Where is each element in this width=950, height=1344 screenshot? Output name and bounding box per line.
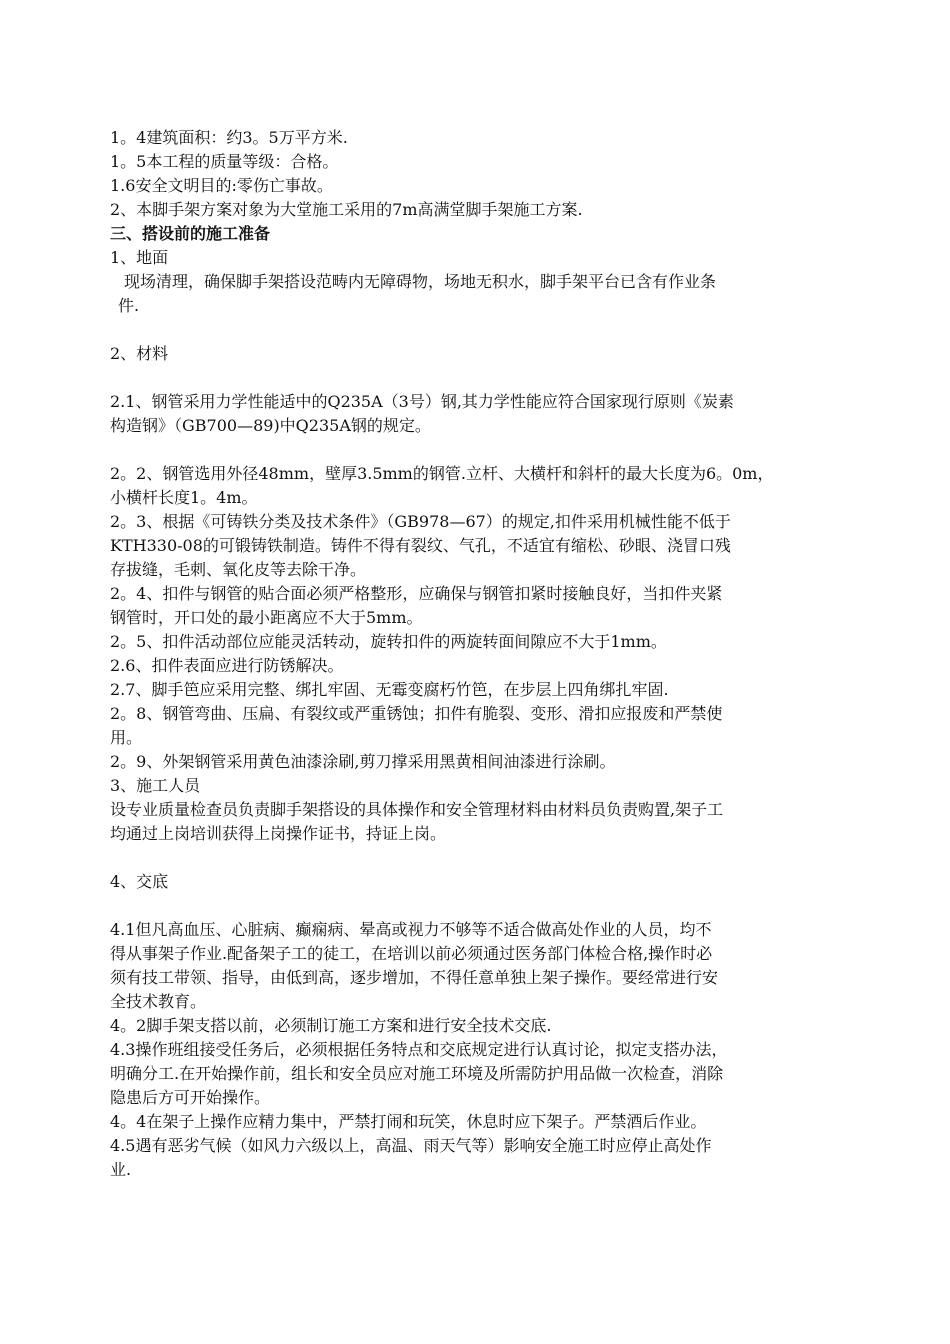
text-line: 2。8、钢管弯曲、压扁、有裂纹或严重锈蚀；扣件有脆裂、变形、滑扣应报废和严禁使	[110, 704, 723, 723]
text-line: 1。5本工程的质量等级：合格。	[110, 152, 339, 171]
text-line: 1.6安全文明目的:零伤亡事故。	[110, 176, 333, 195]
section-heading: 三、搭设前的施工准备	[110, 224, 271, 243]
subsection-heading: 3、施工人员	[110, 776, 201, 795]
text-line: 件.	[118, 296, 140, 315]
text-line: 4。4在架子上操作应精力集中，严禁打闹和玩笑，休息时应下架子。严禁酒后作业。	[110, 1112, 707, 1131]
text-line: 4.5遇有恶劣气候（如风力六级以上，高温、雨天气等）影响安全施工时应停止高处作	[110, 1136, 712, 1155]
text-line: 4.1但凡高血压、心脏病、癫痫病、晕高或视力不够等不适合做高处作业的人员，均不	[110, 920, 712, 939]
text-line: 用。	[110, 728, 143, 747]
text-line: 明确分工.在开始操作前，组长和安全员应对施工环境及所需防护用品做一次检查，消除	[110, 1064, 724, 1083]
text-line: 2。3、根据《可铸铁分类及技术条件》（GB978—67）的规定,扣件采用机械性能不低于	[110, 512, 731, 531]
text-line: 现场清理，确保脚手架搭设范畴内无障碍物，场地无积水，脚手架平台已含有作业条	[124, 272, 717, 291]
text-line: 2。9、外架钢管采用黄色油漆涂刷,剪刀撑采用黑黄相间油漆进行涂刷。	[110, 752, 616, 771]
subsection-heading: 4、交底	[110, 872, 169, 891]
text-line: 须有技工带领、指导，由低到高，逐步增加，不得任意单独上架子操作。要经常进行安	[110, 968, 719, 987]
text-line: 2.6、扣件表面应进行防锈解决。	[110, 656, 344, 675]
text-line: 隐患后方可开始操作。	[110, 1088, 271, 1107]
text-line: 2。2、钢管选用外径48mm，壁厚3.5mm的钢管.立杆、大横杆和斜杆的最大长度为6。0m，	[110, 464, 774, 483]
text-line: 2.7、脚手笆应采用完整、绑扎牢固、无霉变腐朽竹笆，在步层上四角绑扎牢固.	[110, 680, 669, 699]
spacer	[110, 894, 854, 918]
text-line: 存拔缝，毛刺、氧化皮等去除干净。	[110, 560, 367, 579]
subsection-heading: 2、材料	[110, 344, 169, 363]
text-line: 2。4、扣件与钢管的贴合面必须严格整形，应确保与钢管扣紧时接触良好，当扣件夹紧	[110, 584, 723, 603]
text-line: 全技术教育。	[110, 992, 207, 1011]
text-line: 2。5、扣件活动部位应能灵活转动，旋转扣件的两旋转面间隙应不大于1mm。	[110, 632, 667, 651]
spacer	[110, 366, 854, 390]
text-line: 4。2脚手架支搭以前，必须制订施工方案和进行安全技术交底.	[110, 1016, 552, 1035]
subsection-heading: 1、地面	[110, 248, 169, 267]
text-line: 小横杆长度1。4m。	[110, 488, 258, 507]
text-line: 得从事架子作业.配备架子工的徒工，在培训以前必须通过医务部门体检合格,操作时必	[110, 944, 713, 963]
spacer	[110, 318, 854, 342]
text-line: 构造钢》（GB700—89)中Q235A钢的规定。	[110, 416, 431, 435]
text-line: 4.3操作班组接受任务后，必须根据任务特点和交底规定进行认真讨论，拟定支搭办法，	[110, 1040, 728, 1059]
text-line: 1。4建筑面积：约3。5万平方米.	[110, 128, 348, 147]
text-line: 2.1、钢管采用力学性能适中的Q235A（3号）钢,其力学性能应符合国家现行原则《炭素	[110, 392, 734, 411]
text-line: 均通过上岗培训获得上岗操作证书，持证上岗。	[110, 824, 447, 843]
document-body	[110, 126, 854, 1182]
text-line: 设专业质量检查员负责脚手架搭设的具体操作和安全管理材料由材料员负责购置,架子工	[110, 800, 724, 819]
text-line: KTH330-08的可锻铸铁制造。铸件不得有裂纹、气孔，不适宜有缩松、砂眼、浇冒口残	[110, 536, 731, 555]
spacer	[110, 846, 854, 870]
text-line: 钢管时，开口处的最小距离应不大于5mm。	[110, 608, 423, 627]
text-line: 业.	[110, 1160, 132, 1179]
spacer	[110, 438, 854, 462]
text-line: 2、本脚手架方案对象为大堂施工采用的7m高满堂脚手架施工方案.	[110, 200, 583, 219]
